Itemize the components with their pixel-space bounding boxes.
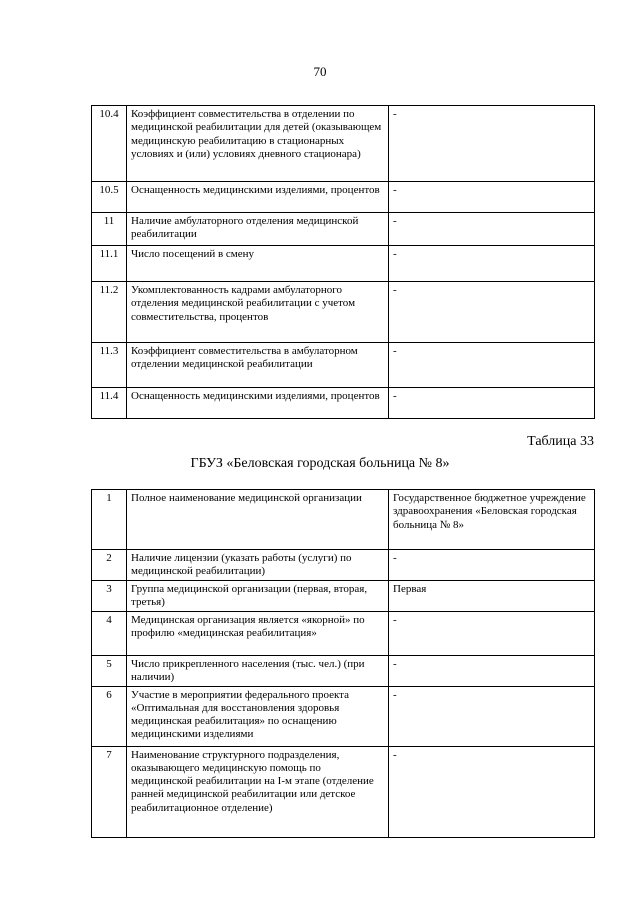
organization-title: ГБУЗ «Беловская городская больница № 8» xyxy=(190,456,450,471)
row-indicator: Оснащенность медицинскими изделиями, процентов xyxy=(127,182,389,213)
row-indicator: Коэффициент совместительства в амбулаторном отделении медицинской реабилитации xyxy=(127,343,389,388)
row-value: - xyxy=(389,106,595,182)
row-value: Первая xyxy=(389,581,595,612)
row-number: 7 xyxy=(92,746,127,837)
table-row xyxy=(92,182,595,213)
row-value: - xyxy=(389,182,595,213)
row-indicator: Участие в мероприятии федерального проекта «Оптимальная для восстановления здоровья медицинская реабилитация» по оснащению медицинскими изделиями xyxy=(127,686,389,746)
row-value: - xyxy=(389,746,595,837)
row-number: 11.1 xyxy=(92,246,127,282)
table-row xyxy=(92,612,595,656)
row-number: 10.4 xyxy=(92,106,127,182)
organization-table xyxy=(91,489,595,838)
table-row xyxy=(92,343,595,388)
row-value: - xyxy=(389,656,595,687)
row-value: - xyxy=(389,246,595,282)
row-value: - xyxy=(389,282,595,343)
table-label: Таблица 33 xyxy=(527,434,594,449)
row-number: 10.5 xyxy=(92,182,127,213)
row-number: 4 xyxy=(92,612,127,656)
row-value: Государственное бюджетное учреждение здравоохранения «Беловская городская больница № 8» xyxy=(389,490,595,550)
row-indicator: Число посещений в смену xyxy=(127,246,389,282)
indicators-table-continued xyxy=(91,105,595,419)
row-number: 11.3 xyxy=(92,343,127,388)
row-indicator: Укомплектованность кадрами амбулаторного отделения медицинской реабилитации с учетом совместительства, процентов xyxy=(127,282,389,343)
table-row xyxy=(92,490,595,550)
row-indicator: Оснащенность медицинскими изделиями, процентов xyxy=(127,388,389,419)
page-number: 70 xyxy=(313,64,327,79)
row-value: - xyxy=(389,388,595,419)
row-indicator: Коэффициент совместительства в отделении по медицинской реабилитации для детей (оказывающем медицинскую реабилитацию в стационарных условиях и (или) условиях дневного стационара) xyxy=(127,106,389,182)
row-indicator: Число прикрепленного населения (тыс. чел.) (при наличии) xyxy=(127,656,389,687)
table-row xyxy=(92,388,595,419)
row-indicator: Наличие амбулаторного отделения медицинской реабилитации xyxy=(127,213,389,246)
table-row xyxy=(92,656,595,687)
table-row xyxy=(92,581,595,612)
row-number: 5 xyxy=(92,656,127,687)
table-row xyxy=(92,246,595,282)
row-value: - xyxy=(389,686,595,746)
row-indicator: Наименование структурного подразделения, оказывающего медицинскую помощь по медицинской реабилитации на I-м этапе (отделение ранней медицинской реабилитации или детское реабилитационное отделение) xyxy=(127,746,389,837)
row-value: - xyxy=(389,213,595,246)
row-number: 6 xyxy=(92,686,127,746)
row-indicator: Наличие лицензии (указать работы (услуги) по медицинской реабилитации) xyxy=(127,550,389,581)
row-number: 1 xyxy=(92,490,127,550)
row-value: - xyxy=(389,612,595,656)
row-value: - xyxy=(389,550,595,581)
row-number: 11.2 xyxy=(92,282,127,343)
row-indicator: Полное наименование медицинской организации xyxy=(127,490,389,550)
table-row xyxy=(92,746,595,837)
row-number: 11.4 xyxy=(92,388,127,419)
row-number: 11 xyxy=(92,213,127,246)
row-indicator: Группа медицинской организации (первая, вторая, третья) xyxy=(127,581,389,612)
row-indicator: Медицинская организация является «якорной» по профилю «медицинская реабилитация» xyxy=(127,612,389,656)
row-number: 3 xyxy=(92,581,127,612)
row-number: 2 xyxy=(92,550,127,581)
table-row xyxy=(92,213,595,246)
row-value: - xyxy=(389,343,595,388)
table-row xyxy=(92,550,595,581)
table-row xyxy=(92,106,595,182)
table-row xyxy=(92,282,595,343)
table-row xyxy=(92,686,595,746)
